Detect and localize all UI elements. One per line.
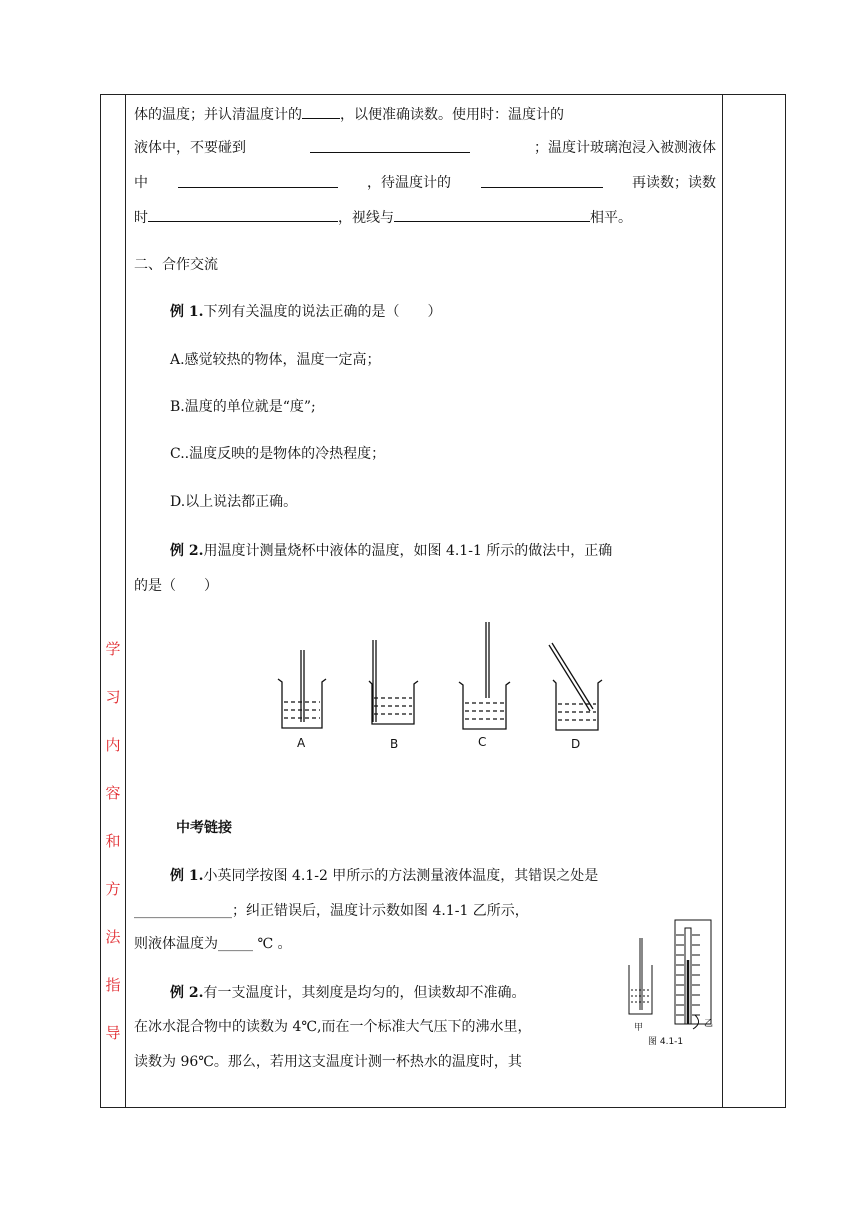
ex1-label: 例 1. [170,304,204,320]
ex1-question [170,302,442,322]
p1-line-2 [134,138,716,158]
p1-text: ，视线与 [338,210,394,226]
ex1-option-a: A.感觉较热的物体，温度一定高； [170,352,381,368]
figure-label-b: B [390,737,399,751]
p1-line-3 [134,173,716,193]
zk-ex1-label: 例 1. [170,868,204,884]
answer-blank [394,207,590,222]
side-label-char: 法 [105,928,121,946]
side-label-char: 和 [105,832,121,850]
zk-ex2-text: 有一支温度计，其刻度是均匀的，但读数却不准确。 [203,985,526,1001]
zk-ex2-line-3: 读数为 96℃。那么，若用这支温度计测一杯热水的温度时，其 [134,1054,522,1070]
ex1-option-c: C..温度反映的是物体的冷热程度； [170,446,386,462]
side-label-char: 指 [105,976,121,994]
zk-ex1-text: 小英同学按图 4.1-2 甲所示的方法测量液体温度，其错误之处是 [203,868,599,884]
zk-ex1-line-2 [134,901,529,921]
zk-ex2-label: 例 2. [170,985,204,1001]
zk-ex1-line-3 [134,934,292,954]
zk-ex1-text: ；纠正错误后，温度计示数如图 4.1-1 乙所示， [232,903,529,919]
zk-ex2-line-2: 在冰水混合物中的读数为 4℃,而在一个标准大气压下的沸水里， [134,1019,532,1035]
answer-blank [310,138,470,153]
p1-text: 体的温度；并认清温度计的 [134,107,302,123]
ex2-question-line-1 [170,541,612,561]
p1-text: ，待温度计的 [367,175,451,191]
p1-text: 时 [134,210,148,226]
ex1-question-text: 下列有关温度的说法正确的是（ ） [203,304,442,320]
p1-text: ，以便准确读数。使用时：温度计的 [340,107,564,123]
p1-line-1 [134,104,716,125]
zk-ex1-line-1 [170,866,598,886]
zk-ex2-line-1 [170,983,526,1003]
side-label-char: 习 [105,688,121,706]
side-label-char: 导 [105,1024,121,1042]
ex2-question-line-2: 的是（ ） [134,578,218,594]
zk-ex1-text: 则液体温度为 [134,936,218,952]
zhongkao-title: 中考链接 [176,820,232,836]
figure-label-c: C [478,735,487,749]
p1-text: 液体中，不要碰到 [134,140,246,156]
p1-text: 相平。 [590,210,632,226]
figure-label-yi: 乙 [704,1019,714,1029]
figure-caption: 图 4.1-1 [648,1037,684,1047]
side-label-char: 内 [105,736,121,754]
figure-label-d: D [571,737,581,751]
answer-blank [148,207,338,222]
section2-title: 二、合作交流 [134,257,218,273]
answer-blank [178,173,338,188]
p1-text: 中 [134,175,148,191]
table-divider-left [125,95,126,1107]
p1-text: 再读数；读数 [632,175,716,191]
answer-blank [302,104,340,119]
zk-ex1-blank: ______________ [134,903,232,919]
ex2-question-text: 用温度计测量烧杯中液体的温度，如图 4.1-1 所示的做法中，正确 [203,543,613,559]
ex2-label: 例 2. [170,543,204,559]
p1-line-4 [134,207,632,228]
ex1-option-d: D.以上说法都正确。 [170,494,298,510]
side-label-char: 方 [105,880,121,898]
table-divider-right [722,95,723,1107]
figure-label-jia: 甲 [634,1023,644,1033]
zk-ex1-blank: _____ ℃ 。 [218,936,292,952]
answer-blank [481,173,603,188]
figure-label-a: A [297,736,306,750]
side-label-char: 容 [105,784,121,802]
table-frame [100,94,786,1108]
p1-text: ；温度计玻璃泡浸入被测液体 [534,140,716,156]
ex1-option-b: B.温度的单位就是“度”; [170,399,316,415]
side-label-char: 学 [105,640,121,658]
side-label-column [101,625,125,1057]
